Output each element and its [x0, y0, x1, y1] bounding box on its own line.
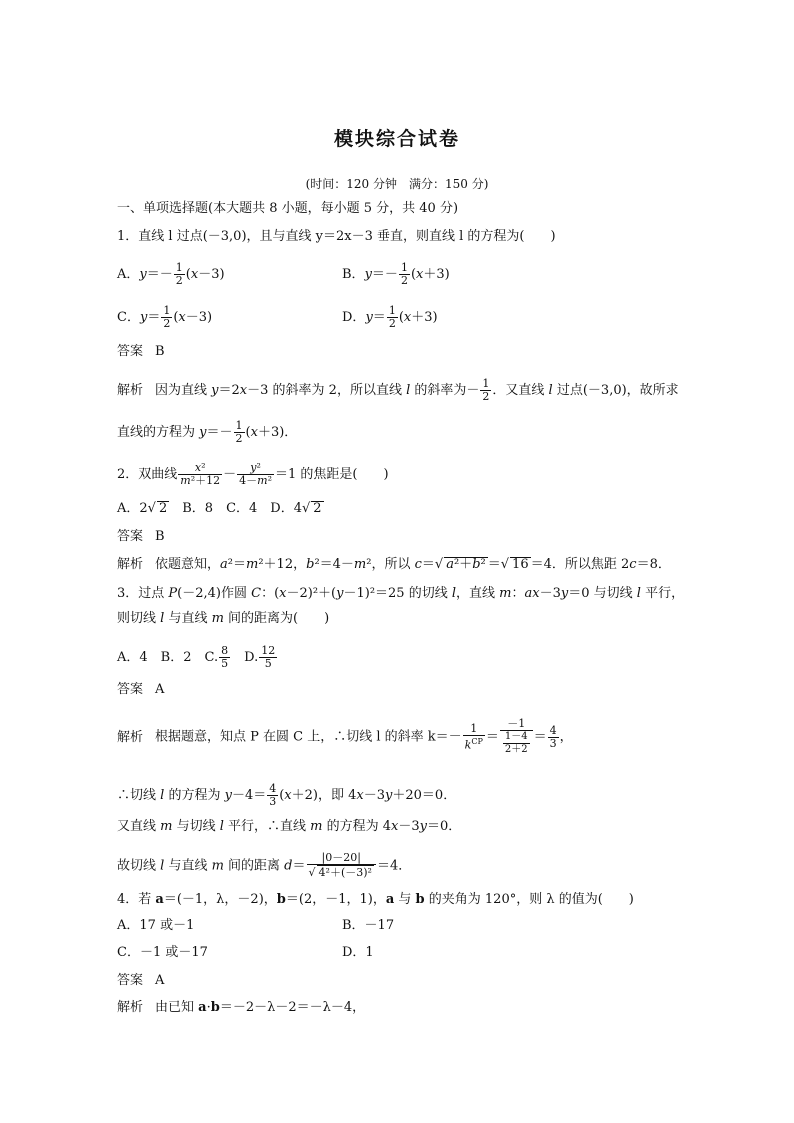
q4-option-c: C．－1 或－17 — [117, 945, 208, 960]
q1-analysis: 解析 因为直线 y＝2x－3 的斜率为 2，所以直线 l 的斜率为－ $\frac{1}{2}$ ．又直线 l 过点(－3,0)，故所求 — [117, 377, 679, 403]
q3-answer — [117, 681, 164, 699]
q3-analysis: 解析 根据题意，知点 P 在圆 C 上，∴切线 l 的斜率 k＝－ $\frac{1}{k^{CP}}$ ＝ $\frac{-1}{\frac{1-4}{2+2}}$ ＝ $\frac{4}{3}$ ， — [117, 717, 573, 755]
section-heading: 一、单项选择题(本大题共 8 小题，每小题 5 分，共 40 分) — [117, 201, 459, 216]
q1-answer — [117, 343, 165, 361]
answer-value: A — [155, 973, 165, 988]
question-4-stem: 4．若 a＝(－1，λ，－2)，b＝(2，－1，1)，a 与 b 的夹角为 120°，则 λ 的值为( ) — [117, 892, 634, 907]
q4-answer — [117, 972, 164, 990]
q3-options: A．4 B．2 C. $\frac{8}{5}$ D. $\frac{12}{5}$ — [117, 644, 276, 670]
question-3-stem-cont: 则切线 l 与直线 m 间的距离为( ) — [117, 611, 330, 626]
q2-stem-pre: 2．双曲线 — [117, 467, 178, 482]
q4-option-a: A．17 或－1 — [117, 918, 195, 933]
answer-label: 答案 — [117, 682, 144, 697]
question-2-stem: 2．双曲线 $\frac{\text{x²}}{\text{m²＋12}}$ － $\frac{\text{y²}}{\text{4－m²}}$ ＝1 的焦距是( ) — [117, 461, 389, 487]
question-3-stem: 3．过点 P(－2,4)作圆 C：(x－2)²＋(y－1)²＝25 的切线 l，直线 m：ax－3y＝0 与切线 l 平行， — [117, 586, 685, 601]
q2-options: A．2√ 2 B．8 C．4 D．4√ 2 — [117, 501, 322, 516]
question-1-stem: 1．直线 l 过点(－3,0)，且与直线 y＝2x－3 垂直，则直线 l 的方程为( ) — [117, 229, 556, 244]
q2-analysis: 解析 依题意知，a²＝m²＋12，b²＝4－m²，所以 c＝√ a²＋b² ＝√ 16 ＝4．所以焦距 2c＝8． — [117, 557, 671, 572]
analysis-label: 解析 — [117, 557, 144, 572]
q1-analysis-cont: 直线的方程为 y＝－ $\frac{1}{2}$ (x＋3)． — [117, 419, 298, 445]
q2-answer — [117, 528, 165, 546]
q1-option-a: A．y＝－ $\frac{1}{2}$ (x－3) — [117, 261, 225, 287]
q4-option-b: B．－17 — [342, 918, 395, 933]
q3-analysis-tangent: ∴切线 l 的方程为 y－4＝ $\frac{4}{3}$ (x＋2)，即 4x－3y＋20＝0． — [117, 782, 457, 808]
q3-analysis-distance: 故切线 l 与直线 m 间的距离 d＝ $\frac{|0-20|}{\text{√ 4²＋(－3)²}}$ ＝4． — [117, 851, 412, 879]
answer-label: 答案 — [117, 529, 144, 544]
answer-label: 答案 — [117, 973, 144, 988]
q3-analysis-parallel: 又直线 m 与切线 l 平行，∴直线 m 的方程为 4x－3y＝0． — [117, 819, 462, 834]
analysis-label: 解析 — [117, 383, 144, 398]
analysis-label: 解析 — [117, 729, 144, 745]
q4-option-d: D．1 — [342, 945, 374, 960]
q1-option-c: C．y＝ $\frac{1}{2}$ (x－3) — [117, 304, 213, 330]
page-title: 模块综合试卷 — [333, 128, 460, 150]
answer-value: A — [155, 682, 165, 697]
q4-analysis: 解析 由已知 a·b＝－2－λ－2＝－λ－4， — [117, 1000, 366, 1015]
exam-info: (时间：120 分钟 满分：150 分) — [305, 177, 489, 191]
q1-option-b: B．y＝－ $\frac{1}{2}$ (x＋3) — [342, 261, 450, 287]
answer-value: B — [155, 344, 165, 359]
q3-analysis-pre: 根据题意，知点 P 在圆 C 上，∴切线 l 的斜率 k＝－ — [155, 729, 462, 745]
q2-stem-post: ＝1 的焦距是( ) — [275, 467, 389, 482]
answer-value: B — [155, 529, 165, 544]
q1-option-d: D．y＝ $\frac{1}{2}$ (x＋3) — [342, 304, 438, 330]
analysis-label: 解析 — [117, 1000, 144, 1015]
answer-label: 答案 — [117, 344, 144, 359]
